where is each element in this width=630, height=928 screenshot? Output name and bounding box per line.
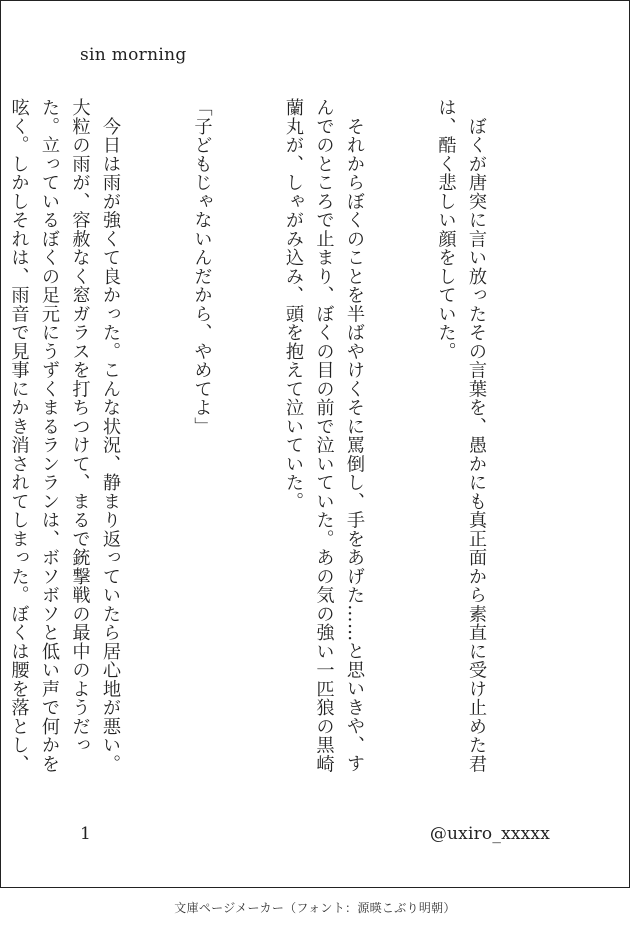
paragraph-1: ぼくが唐突に言い放ったその言葉を、愚かにも真正面から素直に受け止めた君は、酷く悲しい顔をしていた。	[435, 98, 487, 773]
paragraph-2: それからぼくのことを半ばやけくそに罵倒し、手をあげた……と思いきや、すんでのところで止まり、ぼくの目の前で泣いていた。あの気の強い一匹狼の黒崎蘭丸が、しゃがみ込み、頭を抱えて泣いていた。	[283, 98, 365, 773]
paragraph-4: 今日は雨が強くて良かった。こんな状況、静まり返っていたら居心地が悪い。大粒の雨が、容赦なく窓ガラスを打ちつけて、まるで銃撃戦の最中のようだった。立っているぼくの足元にうずくまるランランは、ボソボソと低い声で何かを呟く。しかしそれは、雨音で見事にかき消されてしまった。ぼくは腰を落とし、	[8, 98, 121, 773]
story-title: sin morning	[80, 45, 187, 65]
author-handle: @uxiro_xxxxx	[429, 824, 550, 844]
novel-body-text	[0, 98, 552, 788]
generator-credit: 文庫ページメーカー（フォント：源暎こぶり明朝）	[174, 901, 456, 915]
paragraph-3-dialogue: 「子どもじゃないんだから、やめてよ」	[191, 98, 213, 436]
page-number: 1	[80, 824, 91, 844]
